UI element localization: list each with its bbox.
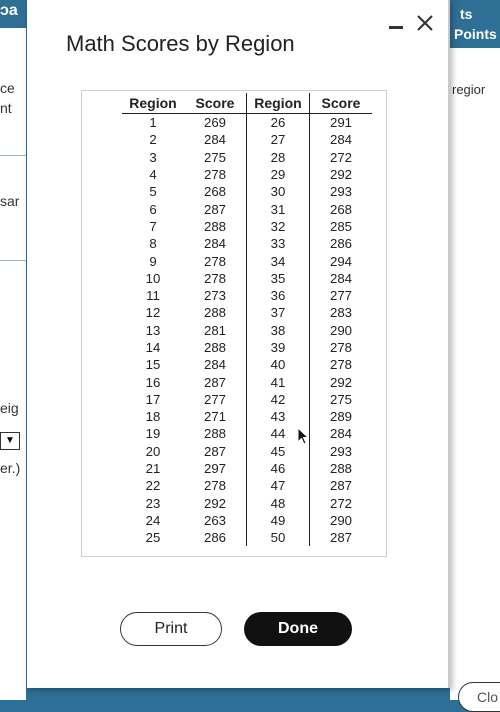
region-cell: 19 xyxy=(145,426,161,442)
region-cell: 38 xyxy=(247,322,310,339)
table-row xyxy=(122,339,372,356)
region-cell: 15 xyxy=(145,357,161,373)
score-cell: 272 xyxy=(310,495,373,512)
column-header-region: Region xyxy=(122,93,184,114)
region-cell: 7 xyxy=(149,218,157,234)
score-cell: 287 xyxy=(310,477,373,494)
region-cell: 43 xyxy=(247,408,310,425)
score-cell: 284 xyxy=(203,236,226,252)
table-row xyxy=(122,149,372,166)
column-header-score: Score xyxy=(310,93,373,114)
background-text-fragment: er.) xyxy=(0,460,21,476)
region-cell: 40 xyxy=(247,356,310,373)
table-row xyxy=(122,218,372,235)
background-page-right xyxy=(450,0,500,700)
background-divider xyxy=(0,260,26,261)
region-cell: 30 xyxy=(247,183,310,200)
score-cell: 278 xyxy=(203,253,226,269)
score-cell: 277 xyxy=(203,391,226,407)
region-cell: 47 xyxy=(247,477,310,494)
table-row xyxy=(122,425,372,442)
region-cell: 11 xyxy=(146,288,160,304)
table-row xyxy=(122,183,372,200)
table-row xyxy=(122,287,372,304)
background-close-button[interactable]: Clo xyxy=(458,682,500,712)
score-cell: 284 xyxy=(310,425,373,442)
table-row xyxy=(122,166,372,183)
score-cell: 288 xyxy=(203,340,226,355)
region-cell: 25 xyxy=(145,530,161,546)
done-button[interactable]: Done xyxy=(244,612,352,646)
region-cell: 9 xyxy=(149,253,157,269)
region-cell: 27 xyxy=(247,131,310,148)
region-cell: 46 xyxy=(247,460,310,477)
background-header-text: Points xyxy=(454,26,497,42)
background-text-fragment: sar xyxy=(0,193,20,209)
region-cell: 50 xyxy=(247,529,310,546)
background-text-fragment: nt xyxy=(0,100,12,116)
column-header-region: Region xyxy=(247,93,310,114)
score-cell: 292 xyxy=(203,495,226,511)
table-row xyxy=(122,391,372,408)
region-cell: 31 xyxy=(247,200,310,217)
score-cell: 278 xyxy=(203,167,226,183)
region-cell: 8 xyxy=(149,236,157,252)
table-row xyxy=(122,529,372,546)
score-cell: 281 xyxy=(203,322,226,338)
background-dropdown[interactable]: ▼ xyxy=(0,432,20,450)
score-cell: 287 xyxy=(203,443,226,459)
background-header-text: ts xyxy=(460,6,473,22)
background-header-left xyxy=(0,0,26,28)
region-cell: 10 xyxy=(145,270,161,286)
background-text-fragment: ɔa xyxy=(0,2,18,19)
table-row xyxy=(122,512,372,529)
table-row xyxy=(122,131,372,148)
scores-table xyxy=(122,93,372,546)
table-row xyxy=(122,270,372,287)
print-button[interactable]: Print xyxy=(120,612,222,646)
region-cell: 37 xyxy=(247,304,310,321)
score-cell: 284 xyxy=(203,357,226,373)
table-row xyxy=(122,114,372,132)
table-row xyxy=(122,322,372,339)
score-cell: 278 xyxy=(203,478,226,494)
close-button[interactable] xyxy=(412,10,438,36)
table-row xyxy=(122,356,372,373)
score-cell: 293 xyxy=(310,443,373,460)
region-cell: 12 xyxy=(145,305,161,321)
score-cell: 278 xyxy=(310,339,373,356)
region-cell: 33 xyxy=(247,235,310,252)
region-cell: 34 xyxy=(247,252,310,269)
region-cell: 35 xyxy=(247,270,310,287)
score-cell: 294 xyxy=(310,252,373,269)
region-cell: 17 xyxy=(145,391,161,407)
score-cell: 290 xyxy=(310,512,373,529)
score-cell: 293 xyxy=(310,183,373,200)
table-row xyxy=(122,373,372,390)
close-icon xyxy=(412,10,438,36)
region-cell: 20 xyxy=(145,443,161,459)
minimize-button[interactable] xyxy=(384,14,408,36)
data-table-dialog xyxy=(27,0,450,688)
score-cell: 284 xyxy=(203,132,226,148)
score-cell: 278 xyxy=(203,270,226,286)
table-header-row xyxy=(122,93,372,114)
region-cell: 21 xyxy=(145,461,161,477)
region-cell: 28 xyxy=(247,149,310,166)
score-cell: 286 xyxy=(203,530,226,546)
column-header-score: Score xyxy=(184,93,247,114)
region-cell: 13 xyxy=(145,322,161,338)
table-row xyxy=(122,443,372,460)
background-text-fragment: ce xyxy=(0,80,15,96)
score-cell: 292 xyxy=(310,166,373,183)
table-row xyxy=(122,235,372,252)
region-cell: 2 xyxy=(149,132,157,148)
score-cell: 286 xyxy=(310,235,373,252)
score-cell: 273 xyxy=(203,288,226,304)
region-cell: 45 xyxy=(247,443,310,460)
table-panel xyxy=(81,90,387,557)
score-cell: 288 xyxy=(203,305,226,321)
score-cell: 287 xyxy=(310,529,373,546)
score-cell: 269 xyxy=(203,115,226,131)
score-cell: 275 xyxy=(203,149,226,165)
score-cell: 288 xyxy=(203,218,226,234)
score-cell: 290 xyxy=(310,322,373,339)
region-cell: 44 xyxy=(247,425,310,442)
table-row xyxy=(122,460,372,477)
region-cell: 41 xyxy=(247,373,310,390)
table-row xyxy=(122,408,372,425)
region-cell: 22 xyxy=(145,478,161,494)
region-cell: 14 xyxy=(145,340,161,355)
region-cell: 42 xyxy=(247,391,310,408)
background-text-fragment: regior xyxy=(452,82,486,97)
score-cell: 278 xyxy=(310,356,373,373)
score-cell: 288 xyxy=(203,426,226,442)
table-row xyxy=(122,477,372,494)
score-cell: 287 xyxy=(203,374,226,390)
table-row xyxy=(122,495,372,512)
minimize-icon xyxy=(389,26,403,29)
score-cell: 271 xyxy=(203,409,226,425)
region-cell: 36 xyxy=(247,287,310,304)
region-cell: 5 xyxy=(149,184,157,200)
score-cell: 284 xyxy=(310,131,373,148)
score-cell: 285 xyxy=(310,218,373,235)
region-cell: 32 xyxy=(247,218,310,235)
region-cell: 48 xyxy=(247,495,310,512)
score-cell: 268 xyxy=(203,184,226,200)
score-cell: 275 xyxy=(310,391,373,408)
region-cell: 29 xyxy=(247,166,310,183)
score-cell: 268 xyxy=(310,200,373,217)
region-cell: 24 xyxy=(145,512,161,528)
score-cell: 263 xyxy=(203,512,226,528)
score-cell: 289 xyxy=(310,408,373,425)
score-cell: 272 xyxy=(310,149,373,166)
dialog-title: Math Scores by Region xyxy=(66,31,295,56)
score-cell: 287 xyxy=(203,201,226,217)
score-cell: 277 xyxy=(310,287,373,304)
region-cell: 4 xyxy=(149,167,157,183)
background-divider xyxy=(0,155,26,156)
region-cell: 23 xyxy=(145,495,161,511)
region-cell: 18 xyxy=(145,409,161,425)
background-text-fragment: eig xyxy=(0,400,19,416)
table-row xyxy=(122,200,372,217)
region-cell: 49 xyxy=(247,512,310,529)
region-cell: 26 xyxy=(247,114,310,132)
score-cell: 291 xyxy=(310,114,373,132)
score-cell: 288 xyxy=(310,460,373,477)
mouse-cursor-icon xyxy=(297,427,311,447)
score-cell: 284 xyxy=(310,270,373,287)
region-cell: 39 xyxy=(247,339,310,356)
region-cell: 1 xyxy=(149,115,157,131)
score-cell: 297 xyxy=(203,461,226,477)
score-cell: 292 xyxy=(310,373,373,390)
region-cell: 6 xyxy=(149,201,157,217)
score-cell: 283 xyxy=(310,304,373,321)
table-row xyxy=(122,304,372,321)
region-cell: 16 xyxy=(145,374,161,390)
table-row xyxy=(122,252,372,269)
region-cell: 3 xyxy=(149,149,157,165)
